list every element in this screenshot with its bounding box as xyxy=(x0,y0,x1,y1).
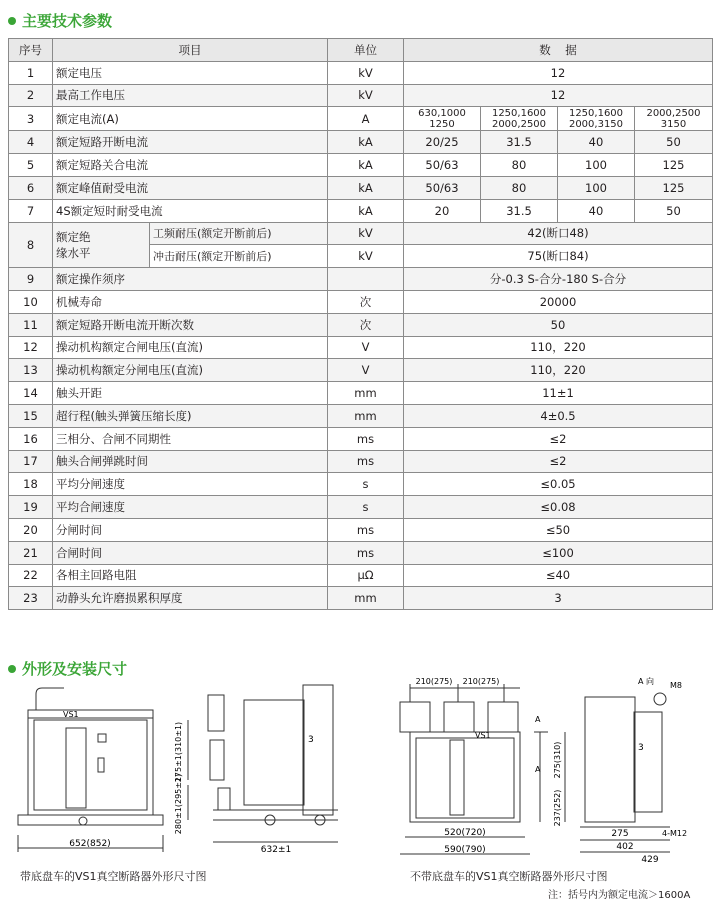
cell-item: 额定短路开断电流 xyxy=(53,131,328,154)
dim-429: 429 xyxy=(641,855,659,865)
cell-item: 分闸时间 xyxy=(53,518,328,541)
cell-item: 动静头允许磨损累积厚度 xyxy=(53,587,328,610)
note-right: 注：括号内为额定电流＞1600A xyxy=(548,890,691,901)
cell-unit: 次 xyxy=(328,313,404,336)
cell-no: 8 xyxy=(9,222,53,268)
cell-unit: kV xyxy=(328,61,404,84)
cell-unit: kV xyxy=(328,84,404,107)
table-row xyxy=(9,564,713,587)
cell-item: 操动机构额定合闸电压(直流) xyxy=(53,336,328,359)
cell-item: 触头合闸弹跳时间 xyxy=(53,450,328,473)
cell-value: 31.5 xyxy=(481,199,558,222)
header-no: 序号 xyxy=(9,39,53,62)
table-row xyxy=(9,587,713,610)
table-row xyxy=(9,222,713,245)
cell-value: 40 xyxy=(558,199,635,222)
label-3-left: 3 xyxy=(308,735,314,745)
cell-no: 22 xyxy=(9,564,53,587)
cell-value: ≤100 xyxy=(404,541,713,564)
cell-no: 15 xyxy=(9,404,53,427)
cell-item: 超行程(触头弹簧压缩长度) xyxy=(53,404,328,427)
cell-value: 50 xyxy=(404,313,713,336)
cell-no: 23 xyxy=(9,587,53,610)
dim-275v: 275(310) xyxy=(553,741,562,779)
cell-value: 31.5 xyxy=(481,131,558,154)
cell-value: 50 xyxy=(635,131,713,154)
table-row xyxy=(9,473,713,496)
header-unit: 单位 xyxy=(328,39,404,62)
cell-unit: kA xyxy=(328,176,404,199)
cell-value: 3 xyxy=(404,587,713,610)
table-row xyxy=(9,107,713,131)
cell-value: 12 xyxy=(404,61,713,84)
drawing-with-chassis xyxy=(8,680,348,865)
table-row xyxy=(9,313,713,336)
table-row xyxy=(9,336,713,359)
cell-value: 20000 xyxy=(404,290,713,313)
table-row xyxy=(9,541,713,564)
cell-unit: mm xyxy=(328,587,404,610)
cell-unit: ms xyxy=(328,427,404,450)
cell-unit xyxy=(328,268,404,291)
cell-item: 额定短路开断电流开断次数 xyxy=(53,313,328,336)
cell-no: 17 xyxy=(9,450,53,473)
label-vs1-left: VS1 xyxy=(63,710,79,719)
cell-value: ≤2 xyxy=(404,427,713,450)
cell-no: 16 xyxy=(9,427,53,450)
cell-unit: V xyxy=(328,359,404,382)
cell-value: ≤0.05 xyxy=(404,473,713,496)
table-row xyxy=(9,450,713,473)
cell-value: 1250,1600 2000,3150 xyxy=(558,107,635,131)
table-row xyxy=(9,496,713,519)
cell-item: 额定短路关合电流 xyxy=(53,154,328,177)
dim-632: 632±1 xyxy=(260,845,292,855)
table-row xyxy=(9,404,713,427)
cell-no: 1 xyxy=(9,61,53,84)
table-row xyxy=(9,359,713,382)
cell-item: 平均分闸速度 xyxy=(53,473,328,496)
cell-no: 14 xyxy=(9,382,53,405)
cell-value: 4±0.5 xyxy=(404,404,713,427)
cell-no: 9 xyxy=(9,268,53,291)
dim-210b: 210(275) xyxy=(462,677,500,686)
cell-item: 4S额定短时耐受电流 xyxy=(53,199,328,222)
cell-item: 机械寿命 xyxy=(53,290,328,313)
cell-unit: kA xyxy=(328,154,404,177)
header-data: 数 据 xyxy=(404,39,713,62)
cell-unit: kA xyxy=(328,199,404,222)
cell-unit: mm xyxy=(328,382,404,405)
dim-275-left: 275±1(310±1) xyxy=(174,721,183,783)
cell-value: 100 xyxy=(558,154,635,177)
table-row xyxy=(9,84,713,107)
table-header-row xyxy=(9,39,713,62)
cell-unit: 次 xyxy=(328,290,404,313)
cell-unit: μΩ xyxy=(328,564,404,587)
section-title-parameters: 主要技术参数 xyxy=(8,10,112,31)
cell-no: 10 xyxy=(9,290,53,313)
table-row xyxy=(9,518,713,541)
caption-left: 带底盘车的VS1真空断路器外形尺寸图 xyxy=(20,870,207,883)
cell-value: 40 xyxy=(558,131,635,154)
table-row xyxy=(9,427,713,450)
cell-no: 13 xyxy=(9,359,53,382)
cell-unit: s xyxy=(328,496,404,519)
cell-item: 合闸时间 xyxy=(53,541,328,564)
cell-item: 额定电压 xyxy=(53,61,328,84)
cell-value: 11±1 xyxy=(404,382,713,405)
cell-value: ≤2 xyxy=(404,450,713,473)
cell-unit: ms xyxy=(328,450,404,473)
cell-unit: ms xyxy=(328,541,404,564)
cell-value: 75(断口84) xyxy=(404,245,713,268)
cell-subitem: 工频耐压(额定开断前后) xyxy=(150,222,328,245)
cell-item: 额定峰值耐受电流 xyxy=(53,176,328,199)
cell-unit: ms xyxy=(328,518,404,541)
label-a-bottom: A xyxy=(535,765,541,774)
cell-no: 11 xyxy=(9,313,53,336)
label-3-right: 3 xyxy=(638,743,644,753)
cell-value: 80 xyxy=(481,154,558,177)
cell-no: 2 xyxy=(9,84,53,107)
cell-value: 630,1000 1250 xyxy=(404,107,481,131)
bullet-icon xyxy=(8,665,16,673)
cell-no: 5 xyxy=(9,154,53,177)
section-title-dimensions: 外形及安装尺寸 xyxy=(8,658,127,679)
dim-402: 402 xyxy=(616,842,634,852)
cell-item: 平均合闸速度 xyxy=(53,496,328,519)
cell-value: ≤0.08 xyxy=(404,496,713,519)
label-m8: M8 xyxy=(670,681,682,690)
label-a-view: A 向 xyxy=(638,677,655,686)
spec-table xyxy=(8,38,713,610)
bullet-icon xyxy=(8,17,16,25)
dim-652: 652(852) xyxy=(69,839,111,849)
cell-no: 3 xyxy=(9,107,53,131)
cell-value: 2000,2500 3150 xyxy=(635,107,713,131)
dim-275h: 275 xyxy=(611,829,629,839)
cell-value: ≤50 xyxy=(404,518,713,541)
cell-value: 50 xyxy=(635,199,713,222)
cell-unit: kA xyxy=(328,131,404,154)
cell-value: 125 xyxy=(635,176,713,199)
cell-unit: kV xyxy=(328,222,404,245)
cell-unit: s xyxy=(328,473,404,496)
header-item: 项目 xyxy=(53,39,328,62)
table-row xyxy=(9,382,713,405)
label-4m12: 4-M12 xyxy=(662,829,688,838)
cell-value: 100 xyxy=(558,176,635,199)
caption-right: 不带底盘车的VS1真空断路器外形尺寸图 xyxy=(410,870,608,883)
dim-520: 520(720) xyxy=(444,828,486,838)
cell-value: 分-0.3 S-合分-180 S-合分 xyxy=(404,268,713,291)
table-row xyxy=(9,154,713,177)
cell-item: 额定操作须序 xyxy=(53,268,328,291)
table-row xyxy=(9,131,713,154)
cell-unit: mm xyxy=(328,404,404,427)
cell-value: ≤40 xyxy=(404,564,713,587)
cell-subitem: 冲击耐压(额定开断前后) xyxy=(150,245,328,268)
cell-value: 125 xyxy=(635,154,713,177)
cell-value: 42(断口48) xyxy=(404,222,713,245)
cell-value: 80 xyxy=(481,176,558,199)
cell-value: 50/63 xyxy=(404,176,481,199)
table-row xyxy=(9,290,713,313)
cell-value: 20 xyxy=(404,199,481,222)
cell-value: 110，220 xyxy=(404,336,713,359)
cell-value: 12 xyxy=(404,84,713,107)
dim-280-left: 280±1(295±1) xyxy=(174,773,183,835)
cell-no: 21 xyxy=(9,541,53,564)
cell-item: 三相分、合闸不同期性 xyxy=(53,427,328,450)
cell-value: 110，220 xyxy=(404,359,713,382)
label-a-top: A xyxy=(535,715,541,724)
cell-item: 各相主回路电阻 xyxy=(53,564,328,587)
cell-no: 6 xyxy=(9,176,53,199)
cell-no: 20 xyxy=(9,518,53,541)
cell-value: 1250,1600 2000,2500 xyxy=(481,107,558,131)
table-row xyxy=(9,268,713,291)
cell-unit: kV xyxy=(328,245,404,268)
label-vs1-right: VS1 xyxy=(475,731,491,740)
cell-item: 操动机构额定分闸电压(直流) xyxy=(53,359,328,382)
cell-no: 12 xyxy=(9,336,53,359)
table-row xyxy=(9,61,713,84)
cell-unit: A xyxy=(328,107,404,131)
cell-no: 7 xyxy=(9,199,53,222)
dim-210a: 210(275) xyxy=(415,677,453,686)
cell-value: 20/25 xyxy=(404,131,481,154)
cell-value: 50/63 xyxy=(404,154,481,177)
cell-item: 触头开距 xyxy=(53,382,328,405)
dim-590: 590(790) xyxy=(444,845,486,855)
dim-237: 237(252) xyxy=(553,789,562,827)
cell-no: 18 xyxy=(9,473,53,496)
cell-item: 额定电流(A) xyxy=(53,107,328,131)
cell-item: 额定绝 缘水平 xyxy=(53,222,150,268)
cell-unit: V xyxy=(328,336,404,359)
table-row xyxy=(9,199,713,222)
drawing-without-chassis xyxy=(370,672,712,872)
cell-no: 19 xyxy=(9,496,53,519)
table-row xyxy=(9,176,713,199)
cell-item: 最高工作电压 xyxy=(53,84,328,107)
cell-no: 4 xyxy=(9,131,53,154)
